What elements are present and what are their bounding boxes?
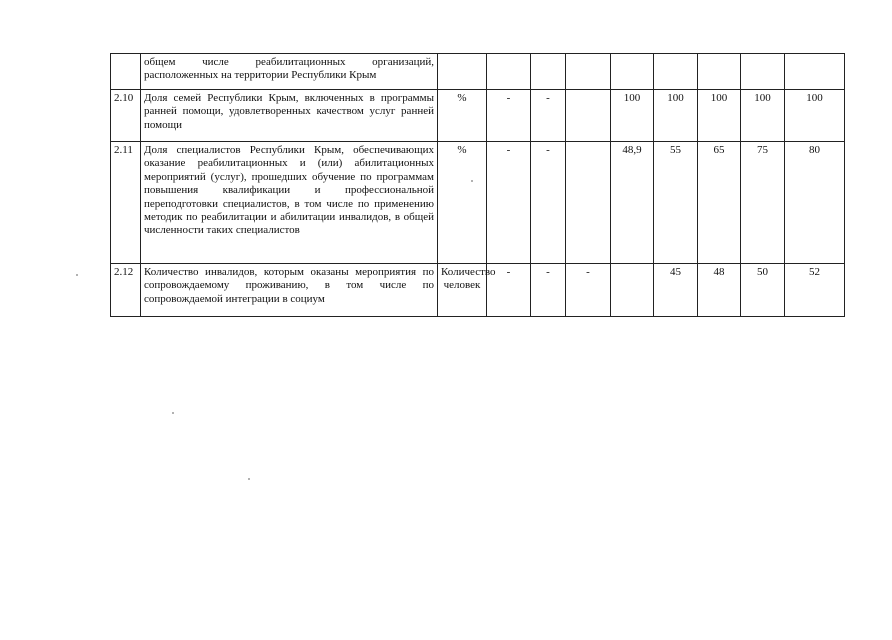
indicator-name: Доля семей Республики Крым, включенных в программы ранней помощи, удовлетворенных качеством услуг ранней помощи <box>141 90 438 142</box>
unit-cell: % <box>438 90 487 142</box>
value-cell: - <box>566 264 611 317</box>
value-cell <box>785 54 845 90</box>
value-cell: - <box>487 142 531 264</box>
scan-speck <box>248 478 250 480</box>
indicators-table <box>110 53 845 317</box>
value-cell: - <box>487 90 531 142</box>
unit-cell <box>438 54 487 90</box>
value-cell: 45 <box>654 264 698 317</box>
value-cell: 50 <box>741 264 785 317</box>
unit-cell: % <box>438 142 487 264</box>
unit-cell: Количество человек <box>438 264 487 317</box>
value-cell: 52 <box>785 264 845 317</box>
value-cell: 65 <box>698 142 741 264</box>
value-cell: - <box>487 264 531 317</box>
table-row <box>111 264 845 317</box>
value-cell <box>611 264 654 317</box>
value-cell: 48,9 <box>611 142 654 264</box>
value-cell <box>654 54 698 90</box>
value-cell <box>611 54 654 90</box>
value-cell: 100 <box>785 90 845 142</box>
value-cell: 55 <box>654 142 698 264</box>
scan-speck <box>471 180 473 182</box>
value-cell <box>566 142 611 264</box>
row-number: 2.11 <box>111 142 141 264</box>
indicator-name: общем числе реабилитационных организаций, расположенных на территории Республики Крым <box>141 54 438 90</box>
indicator-name: Количество инвалидов, которым оказаны мероприятия по сопровождаемому проживанию, в том числе по сопровождаемой интеграции в социум <box>141 264 438 317</box>
value-cell <box>566 54 611 90</box>
value-cell <box>566 90 611 142</box>
row-number: 2.10 <box>111 90 141 142</box>
row-number <box>111 54 141 90</box>
value-cell: - <box>531 264 566 317</box>
value-cell <box>698 54 741 90</box>
value-cell: - <box>531 142 566 264</box>
value-cell <box>531 54 566 90</box>
value-cell: 100 <box>741 90 785 142</box>
value-cell: 100 <box>654 90 698 142</box>
row-number: 2.12 <box>111 264 141 317</box>
value-cell: - <box>531 90 566 142</box>
table-row <box>111 90 845 142</box>
value-cell: 80 <box>785 142 845 264</box>
value-cell: 75 <box>741 142 785 264</box>
value-cell <box>741 54 785 90</box>
value-cell: 48 <box>698 264 741 317</box>
scan-speck <box>172 412 174 414</box>
table-row <box>111 54 845 90</box>
table-row <box>111 142 845 264</box>
value-cell: 100 <box>611 90 654 142</box>
indicator-name: Доля специалистов Республики Крым, обеспечивающих оказание реабилитационных и (или) абилитационных мероприятий (услуг), прошедших обучение по программам повышения квалификации и профессиональной переподготовки специалистов, в том числе по применению методик по реабилитации и абилитации инвалидов, в общей численности таких специалистов <box>141 142 438 264</box>
value-cell <box>487 54 531 90</box>
scan-speck <box>76 274 78 276</box>
value-cell: 100 <box>698 90 741 142</box>
